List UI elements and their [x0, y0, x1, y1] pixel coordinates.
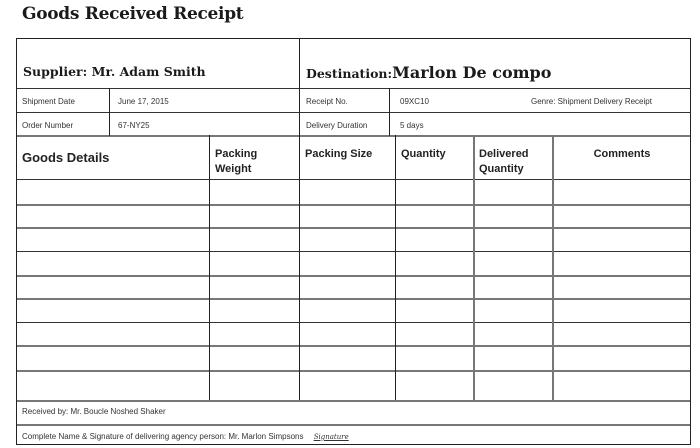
column-header-delivered-quantity: Delivered Quantity	[479, 148, 529, 175]
divider	[17, 322, 690, 323]
divider	[299, 39, 300, 400]
divider	[17, 345, 690, 347]
divider	[209, 135, 210, 400]
divider	[389, 88, 390, 136]
divider	[17, 275, 690, 277]
column-header-goods-details: Goods Details	[22, 150, 110, 165]
shipment-date-value: June 17, 2015	[118, 97, 169, 106]
divider	[17, 400, 690, 402]
divider	[17, 298, 690, 300]
delivery-duration-value: 5 days	[400, 121, 424, 130]
divider	[395, 135, 396, 400]
document-title: Goods Received Receipt	[22, 4, 244, 24]
genre-text: Genre: Shipment Delivery Receipt	[531, 97, 652, 106]
divider	[17, 370, 690, 372]
divider	[17, 424, 690, 426]
receipt-form	[16, 38, 691, 445]
supplier-name: Mr. Adam Smith	[91, 64, 206, 79]
divider	[17, 88, 690, 89]
destination-name: Marlon De compo	[392, 63, 552, 82]
receipt-no-value: 09XC10	[400, 97, 429, 106]
order-number-value: 67-NY25	[118, 121, 150, 130]
divider	[17, 135, 690, 137]
destination-field	[306, 63, 551, 82]
column-header-comments: Comments	[593, 148, 651, 160]
receipt-no-label: Receipt No.	[306, 97, 348, 106]
order-number-label: Order Number	[22, 121, 74, 130]
column-header-quantity: Quantity	[401, 148, 446, 160]
column-header-packing-weight: Packing Weight	[215, 148, 258, 175]
received-by-text: Received by: Mr. Boucle Noshed Shaker	[22, 407, 166, 416]
divider	[552, 135, 554, 400]
divider	[17, 204, 690, 206]
supplier-field	[23, 64, 206, 79]
signature-field[interactable]: Signature	[313, 433, 349, 441]
divider	[17, 227, 690, 229]
delivery-duration-label: Delivery Duration	[306, 121, 368, 130]
supplier-label: Supplier:	[23, 64, 88, 79]
column-header-packing-size: Packing Size	[305, 148, 373, 160]
divider	[17, 112, 690, 113]
delivering-person-label: Complete Name & Signature of delivering agency person: Mr. Marlon Simpsons	[22, 432, 304, 441]
divider	[17, 179, 690, 180]
divider	[109, 88, 110, 136]
shipment-date-label: Shipment Date	[22, 97, 75, 106]
destination-label: Destination:	[306, 66, 393, 81]
divider	[17, 251, 690, 252]
delivering-person-text	[22, 432, 349, 441]
divider	[473, 135, 475, 400]
